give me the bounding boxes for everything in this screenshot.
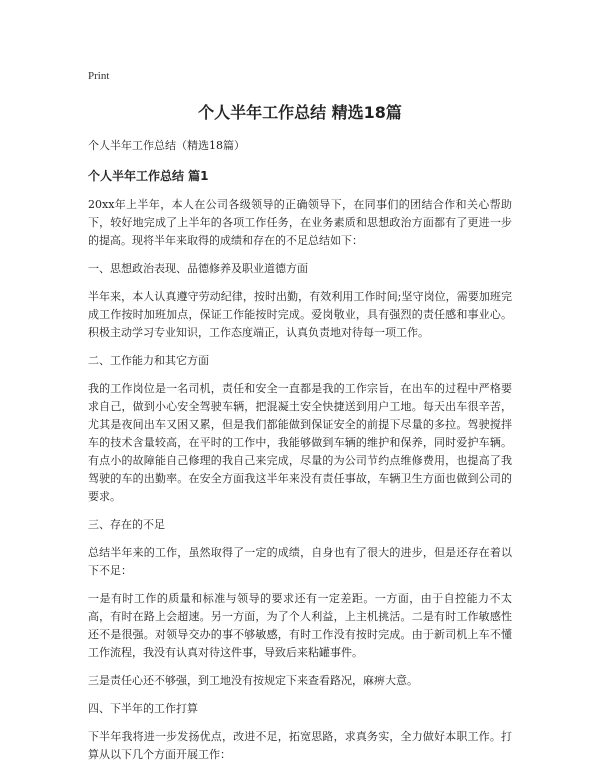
- paragraph: 我的工作岗位是一名司机，责任和安全一直都是我的工作宗旨，在出车的过程中严格要求自己，做到小心安全驾驶车辆，把混凝土安全快捷送到用户工地。每天出车很辛苦，尤其是夜间出车又困又累，但是我们都能做到保证安全的前提下尽量的多拉。驾驶搅拌车的技术含量较高，在平时的工作中，我能够做到车辆的维护和保养，同时爱护车辆。有点小的故障能自己修理的我自己来完成，尽量的为公司节约点维修费用，也提高了我驾驶的车的出勤率。在安全方面我这半年来没有责任事故，车辆卫生方面也做到公司的要求。: [88, 382, 512, 503]
- print-label: Print: [88, 70, 110, 82]
- paragraph: 半年来，本人认真遵守劳动纪律，按时出勤，有效利用工作时间;坚守岗位，需要加班完成工作按时加班加点，保证工作能按时完成。爱岗敬业，具有强烈的责任感和事业心。积极主动学习专业知识，工作态度端正，认真负责地对待每一项工作。: [88, 290, 512, 339]
- paragraph: 总结半年来的工作，虽然取得了一定的成绩，自身也有了很大的进步，但是还存在着以下不足：: [88, 546, 512, 577]
- paragraph: 三是责任心还不够强，到工地没有按规定下来查看路况，麻痹大意。: [88, 674, 418, 687]
- paragraph: 下半年我将进一步发扬优点，改进不足，拓宽思路，求真务实，全力做好本职工作。打算从以下几个方面开展工作：: [88, 730, 512, 761]
- paragraph-heading: 三、存在的不足: [88, 518, 165, 531]
- paragraph-heading: 二、工作能力和其它方面: [88, 354, 209, 367]
- paragraph-heading: 一、思想政治表现、品德修养及职业道德方面: [88, 262, 308, 275]
- paragraph: 一是有时工作的质量和标准与领导的要求还有一定差距。一方面，由于自控能力不太高，有时在路上会超速。另一方面，为了个人利益，上主机挑活。二是有时工作敏感性还不是很强。对领导交办的事不够敏感，有时工作没有按时完成。由于新司机上车不懂工作流程，我没有认真对待这件事，导致后来粘罐事件。: [88, 592, 512, 659]
- document-title: 个人半年工作总结 精选18篇: [198, 103, 402, 122]
- document-body: [88, 196, 512, 764]
- paragraph: 20xx年上半年，本人在公司各级领导的正确领导下，在同事们的团结合作和关心帮助下，较好地完成了上半年的各项工作任务，在业务素质和思想政治方面都有了更进一步的提高。现将半年来取得的成绩和存在的不足总结如下：: [88, 198, 512, 247]
- section-title: 个人半年工作总结 篇1: [88, 169, 209, 183]
- paragraph-heading: 四、下半年的工作打算: [88, 702, 198, 715]
- document-subtitle: 个人半年工作总结（精选18篇）: [88, 139, 245, 152]
